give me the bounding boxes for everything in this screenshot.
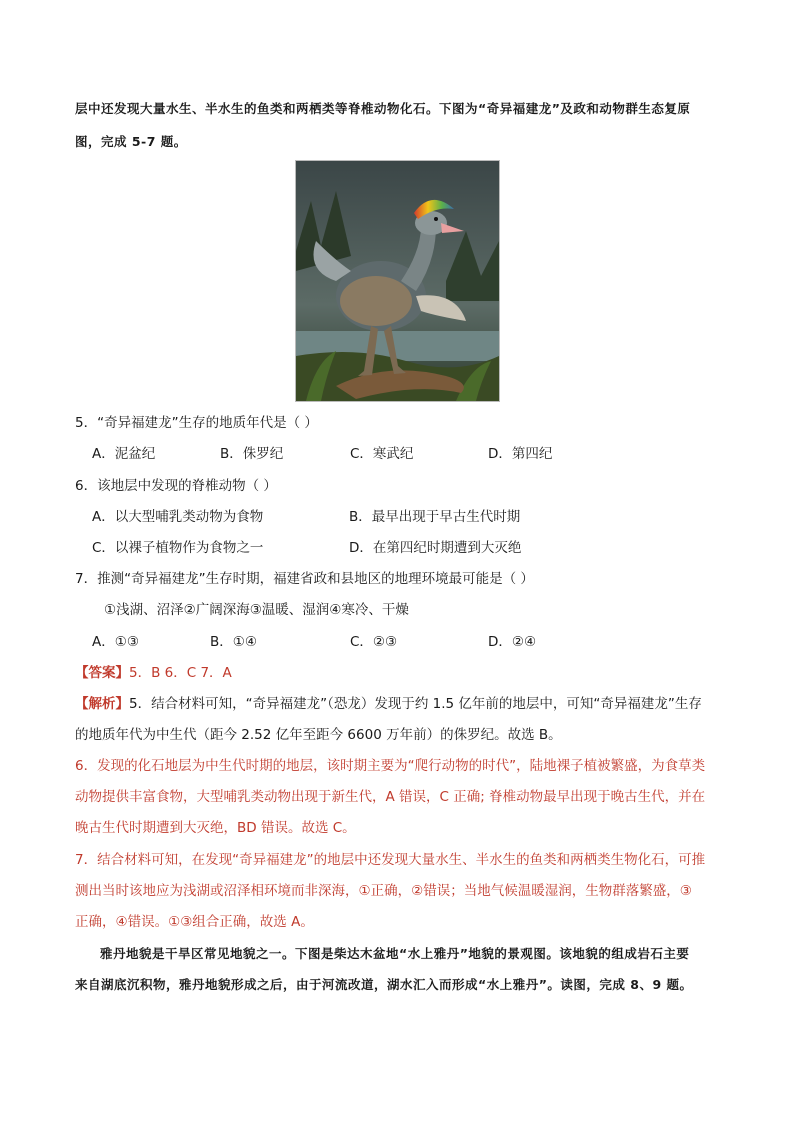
analysis-line-2: 的地质年代为中生代（距今 2.52 亿年至距今 6600 万年前）的侏罗纪。故选 B。 bbox=[75, 727, 562, 743]
q7-option-c: C．②③ bbox=[350, 634, 398, 650]
answer-text: 5．B 6．C 7．A bbox=[129, 665, 232, 681]
analysis-text-1: 5．结合材料可知，“奇异福建龙”（恐龙）发现于约 1.5 亿年前的地层中，可知“奇异福建龙”生存 bbox=[129, 696, 702, 712]
intro-line-2: 图，完成 5-7 题。 bbox=[75, 134, 187, 149]
q5-option-d: D．第四纪 bbox=[488, 446, 553, 462]
q6-option-c: C．以裸子植物作为食物之一 bbox=[92, 540, 264, 556]
answer-line bbox=[75, 664, 232, 682]
q6-option-d: D．在第四纪时期遭到大灭绝 bbox=[349, 540, 522, 556]
analysis-line-5: 晚古生代时期遭到大灭绝，BD 错误。故选 C。 bbox=[75, 820, 356, 836]
analysis-line-3: 6．发现的化石地层为中生代时期的地层，该时期主要为“爬行动物的时代”，陆地裸子植被繁盛，为食草类 bbox=[75, 758, 706, 774]
analysis-line-4: 动物提供丰富食物，大型哺乳类动物出现于新生代，A 错误，C 正确; 脊椎动物最早出现于晚古生代，并在 bbox=[75, 789, 706, 805]
q5-option-b: B．侏罗纪 bbox=[220, 446, 284, 462]
next-intro-line-2: 来自湖底沉积物，雅丹地貌形成之后，由于河流改道，湖水汇入而形成“水上雅丹”。读图，完成 8、9 题。 bbox=[75, 977, 693, 992]
analysis-tag: 【解析】 bbox=[75, 696, 129, 712]
analysis-line-6: 7．结合材料可知，在发现“奇异福建龙”的地层中还发现大量水生、半水生的鱼类和两栖类生物化石，可推 bbox=[75, 852, 706, 868]
q7-option-b: B．①④ bbox=[210, 634, 257, 650]
intro-line-1: 层中还发现大量水生、半水生的鱼类和两栖类等脊椎动物化石。下图为“奇异福建龙”及政和动物群生态复原 bbox=[75, 101, 691, 116]
analysis-line-8: 正确，④错误。①③组合正确，故选 A。 bbox=[75, 914, 314, 930]
answer-tag: 【答案】 bbox=[75, 665, 129, 681]
q7-option-a: A．①③ bbox=[92, 634, 139, 650]
q7-items: ①浅湖、沼泽②广阔深海③温暖、湿润④寒冷、干燥 bbox=[104, 602, 409, 618]
question-6-stem: 6．该地层中发现的脊椎动物（ ） bbox=[75, 478, 277, 494]
dinosaur-reconstruction-image bbox=[295, 160, 500, 402]
q6-option-b: B．最早出现于早古生代时期 bbox=[349, 509, 521, 525]
q6-option-a: A．以大型哺乳类动物为食物 bbox=[92, 509, 264, 525]
question-5-stem: 5．“奇异福建龙”生存的地质年代是（ ） bbox=[75, 415, 318, 431]
question-7-stem: 7．推测“奇异福建龙”生存时期，福建省政和县地区的地理环境最可能是（ ） bbox=[75, 571, 534, 587]
analysis-line-7: 测出当时该地应为浅湖或沼泽相环境而非深海，①正确，②错误；当地气候温暖湿润，生物群落繁盛，③ bbox=[75, 883, 692, 899]
analysis-line-1 bbox=[75, 695, 702, 713]
q7-option-d: D．②④ bbox=[488, 634, 537, 650]
q5-option-a: A．泥盆纪 bbox=[92, 446, 156, 462]
next-intro-line-1: 雅丹地貌是干旱区常见地貌之一。下图是柴达木盆地“水上雅丹”地貌的景观图。该地貌的组成岩石主要 bbox=[100, 946, 690, 961]
dinosaur-illustration bbox=[296, 161, 499, 401]
q5-option-c: C．寒武纪 bbox=[350, 446, 414, 462]
